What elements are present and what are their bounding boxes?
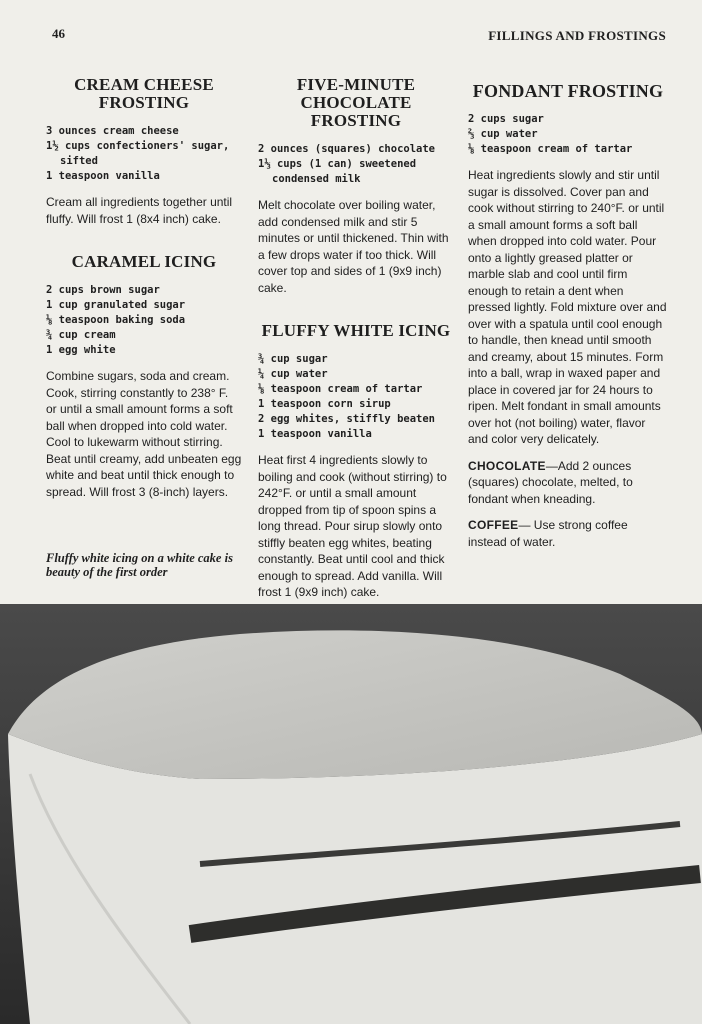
recipe-title: CREAM CHEESE FROSTING [74, 75, 214, 112]
variation-chocolate [468, 458, 668, 508]
recipe-title: FIVE-MINUTE CHOCOLATE FROSTING [296, 75, 416, 130]
recipe-title: CARAMEL ICING [71, 252, 217, 271]
variation-text: — Use strong coffee instead of water. [468, 518, 628, 549]
ingredient: 2 egg whites, stiffly beaten [258, 413, 436, 425]
recipe-method: Heat first 4 ingredients slowly to boiling and cook (without stirring) to 242°F. or until a small amount dropped from tip of spoon spins a long thread. Pour sirup slowly onto stiffly beaten egg whites, beating constantly. Beat until cool and thick enough to spread. Add vanilla. Will frost 1 (9x9 inch) cake. [258, 453, 447, 599]
ingredient: 1 cup granulated sugar [46, 299, 186, 311]
ingredient: ¾ cup sugar [258, 353, 328, 365]
ingredient-list [258, 142, 454, 187]
ingredient: 2 cups sugar [468, 113, 544, 125]
recipe-cream-cheese-frosting [46, 76, 242, 227]
cake-photo [0, 604, 702, 1024]
recipe-fondant-frosting [468, 82, 668, 550]
column-middle [258, 76, 454, 601]
ingredient: 3 ounces cream cheese [46, 125, 179, 137]
column-right [468, 82, 668, 550]
ingredient-list [468, 112, 668, 157]
variation-coffee [468, 517, 668, 550]
variation-text: —Add 2 ounces (squares) chocolate, melted, to fondant when kneading. [468, 458, 633, 506]
variation-label: COFFEE [468, 518, 519, 532]
ingredient: ⅛ teaspoon cream of tartar [258, 383, 423, 395]
recipe-method: Combine sugars, soda and cream. Cook, stirring constantly to 238° F. or until a small amount forms a soft ball when dropped into cold water. Cool to lukewarm without stirring. Beat until creamy, add unbeaten egg white and beat until thick enough to spread. Will frost 3 (8-inch) layers. [46, 369, 242, 499]
ingredient: ¼ cup water [258, 368, 328, 380]
recipe-title: FONDANT FROSTING [472, 81, 664, 101]
page-number: 46 [52, 26, 65, 41]
recipe-title: FLUFFY WHITE ICING [261, 321, 451, 340]
column-left [46, 76, 242, 500]
ingredient: 1⅓ cups (1 can) sweetened condensed milk [258, 158, 417, 185]
ingredient: ⅛ teaspoon cream of tartar [468, 143, 633, 155]
ingredient-list [46, 283, 242, 358]
ingredient: ¾ cup cream [46, 329, 116, 341]
ingredient: 1 egg white [46, 344, 116, 356]
ingredient: ⅔ cup water [468, 128, 538, 140]
recipe-five-minute-chocolate-frosting [258, 76, 454, 296]
ingredient: 1 teaspoon corn sirup [258, 398, 391, 410]
ingredient: 2 cups brown sugar [46, 284, 160, 296]
variation-label: CHOCOLATE [468, 458, 546, 473]
recipe-fluffy-white-icing [258, 322, 454, 601]
ingredient-list [46, 124, 242, 184]
recipe-method: Cream all ingredients together until fluffy. Will frost 1 (8x4 inch) cake. [46, 195, 233, 226]
recipe-method: Melt chocolate over boiling water, add condensed milk and stir 5 minutes or until thickened. Thin with a few drops water if too thick. Will cover top and sides of 1 (9x9 inch) cake. [258, 198, 449, 295]
ingredient: ⅛ teaspoon baking soda [46, 314, 186, 326]
ingredient: 1½ cups confectioners' sugar, sifted [46, 140, 230, 167]
ingredient-list [258, 352, 454, 442]
recipe-caramel-icing [46, 253, 242, 500]
recipe-method: Heat ingredients slowly and stir until sugar is dissolved. Cover pan and cook without stirring to 240°F. or until a small amount forms a soft ball when dropped into cold water. Pour onto a lightly greased platter or marble slab and cool until firm enough to retain a dent when pressed lightly. Fold mixture over and over with a spatula until cool enough to handle, then knead until smooth and creamy, about 15 minutes. Form into a ball, wrap in waxed paper and place in covered jar for 24 hours to ripen. Melt fondant in small amounts over hot (not boiling) water, flavor and color very delicately. [468, 168, 667, 446]
ingredient: 1 teaspoon vanilla [258, 428, 372, 440]
ingredient: 2 ounces (squares) chocolate [258, 143, 436, 155]
running-head: FILLINGS AND FROSTINGS [488, 28, 666, 43]
photo-caption: Fluffy white icing on a white cake is beauty of the first order [46, 551, 233, 579]
ingredient: 1 teaspoon vanilla [46, 170, 160, 182]
